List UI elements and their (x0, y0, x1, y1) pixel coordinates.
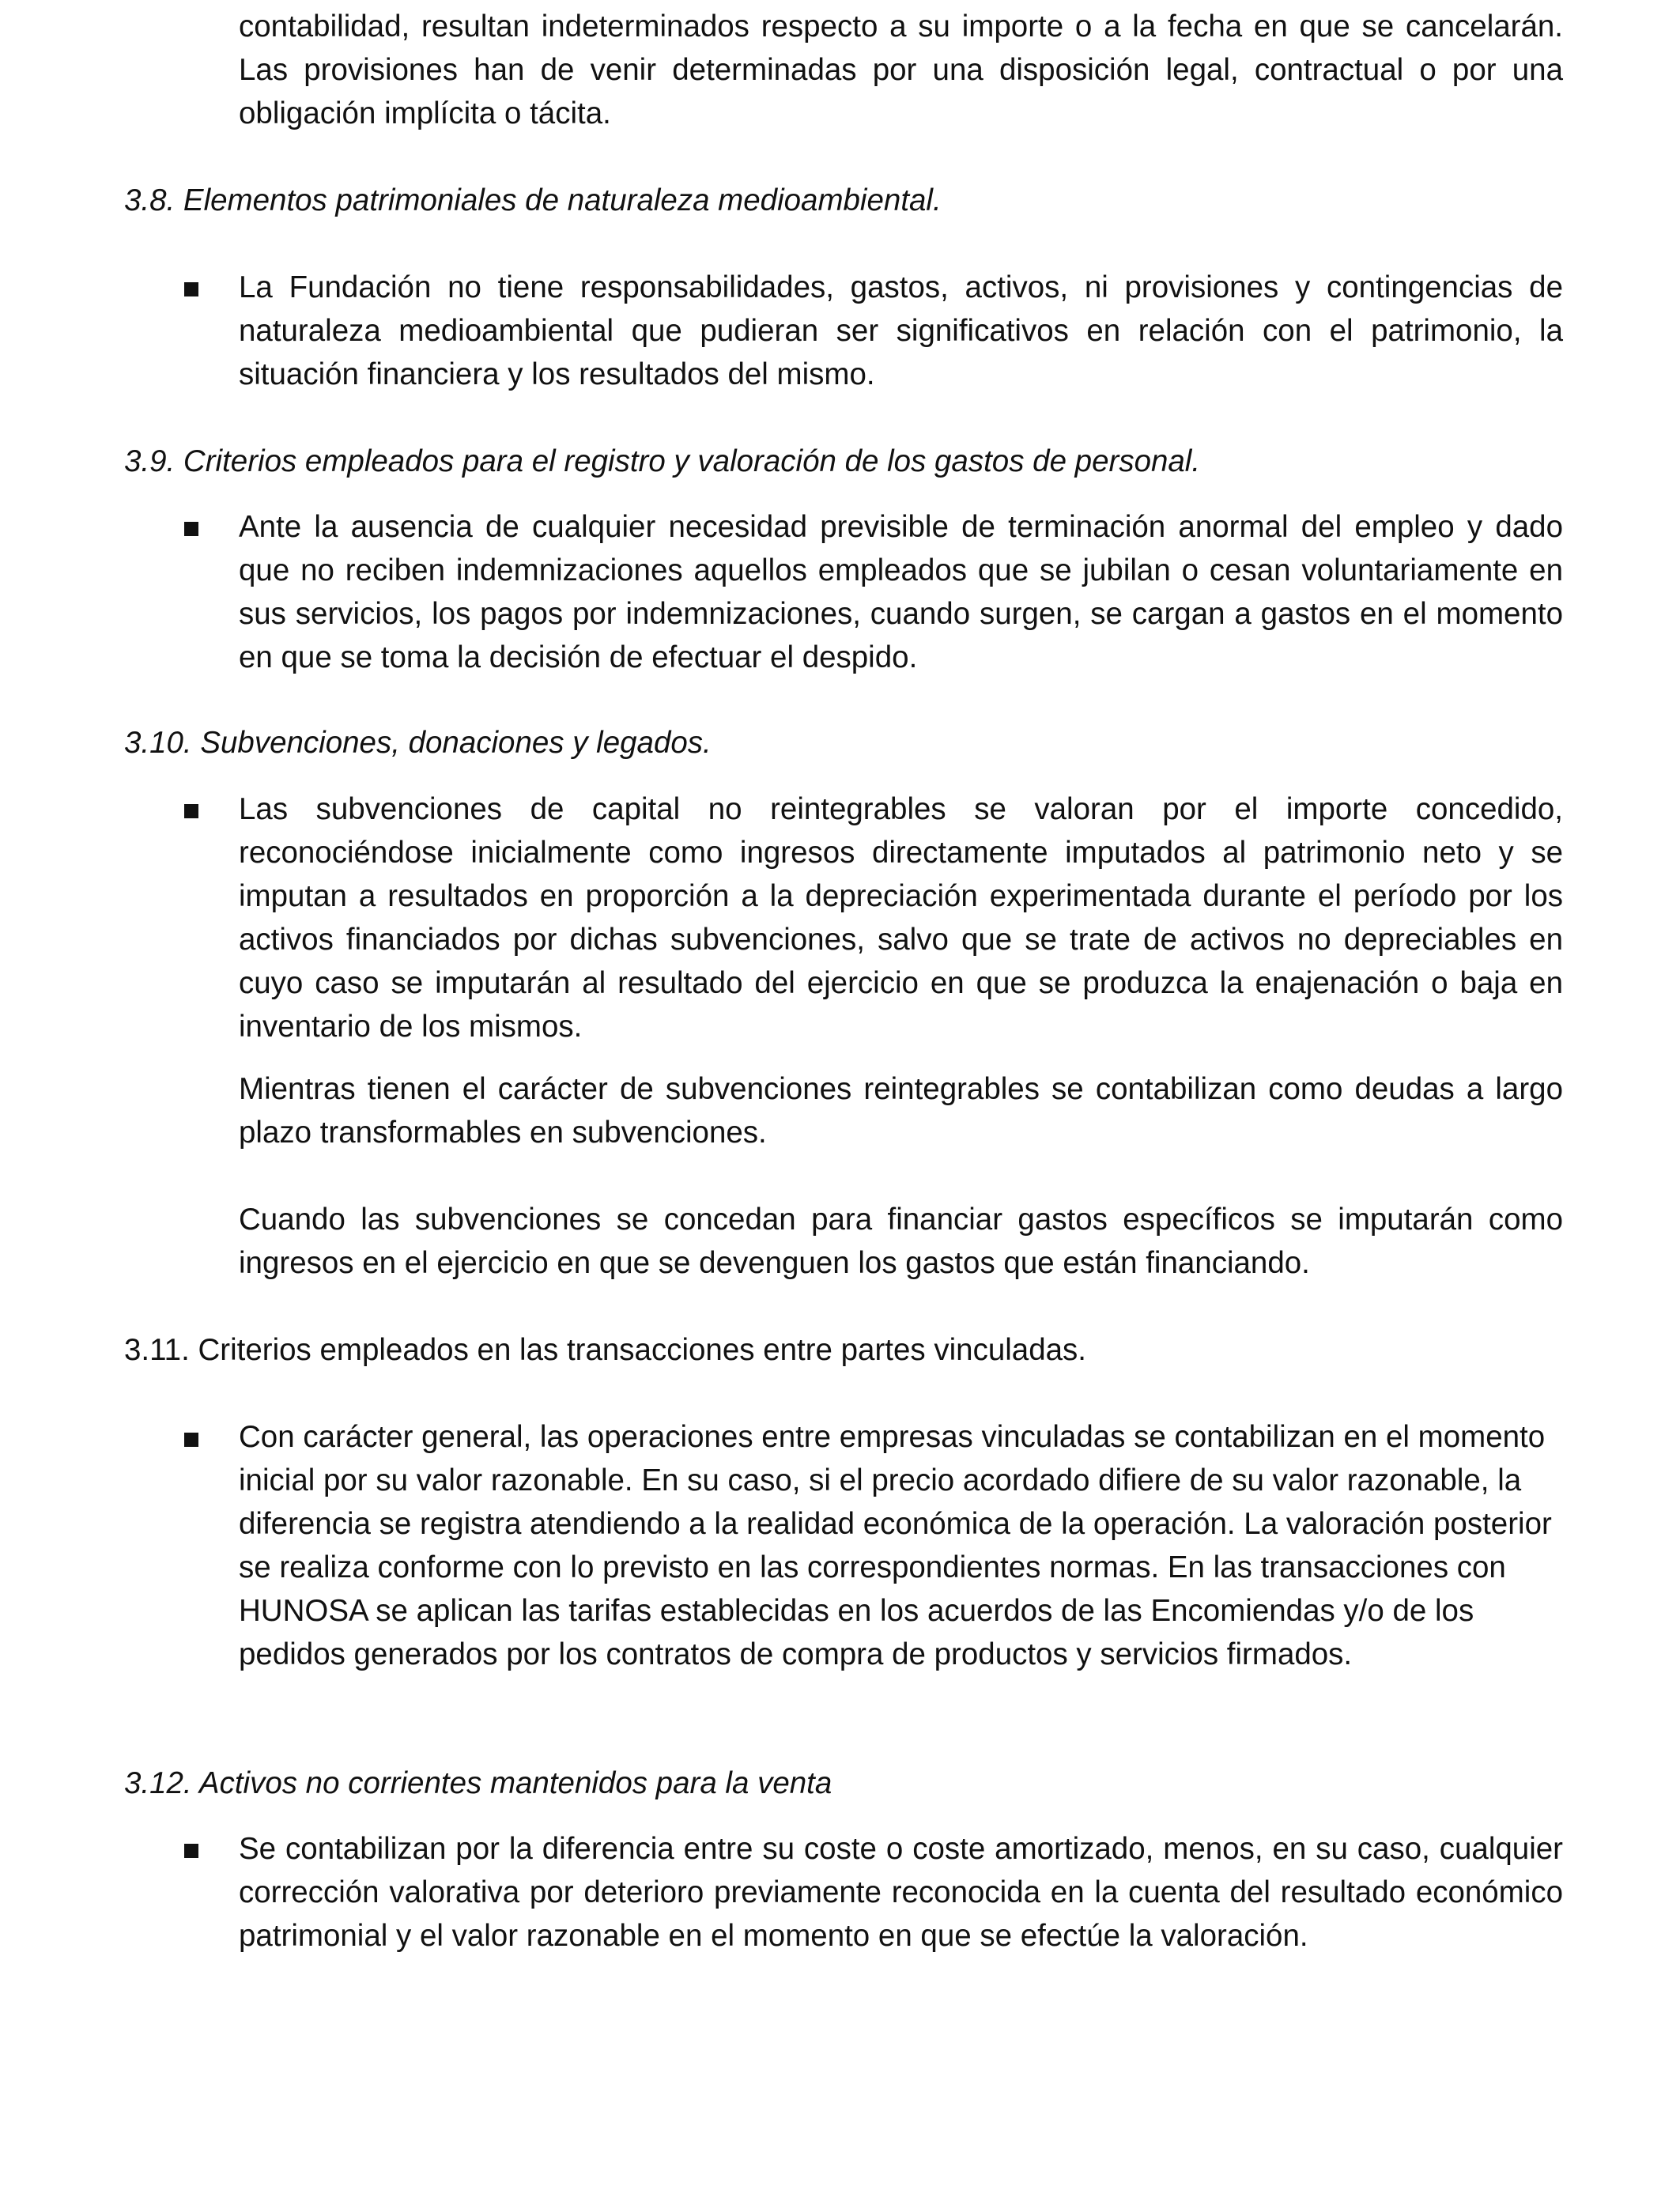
section-heading-3-8: 3.8. Elementos patrimoniales de naturaleza medioambiental. (124, 183, 942, 217)
bullet-square-icon (184, 1844, 198, 1858)
bullet-square-icon (184, 804, 198, 818)
section-3-9-paragraph: Ante la ausencia de cualquier necesidad previsible de terminación anormal del empleo y dado que no reciben indemnizaciones aquellos empleados que se jubilan o cesan voluntariamente en sus servicios, los pagos por indemnizaciones, cuando surgen, se cargan a gastos en el momento en que se toma la decisión de efectuar el despido. (239, 510, 1563, 674)
section-heading-3-9: 3.9. Criterios empleados para el registro y valoración de los gastos de personal. (124, 444, 1201, 478)
bullet-square-icon (184, 1433, 198, 1447)
intro-paragraph: contabilidad, resultan indeterminados respecto a su importe o a la fecha en que se cancelarán. Las provisiones han de venir determinadas por una disposición legal, contractual o por una obligación implícita o tácita. (239, 9, 1563, 130)
section-3-10-paragraph-2: Mientras tienen el carácter de subvenciones reintegrables se contabilizan como deudas a largo plazo transformables en subvenciones. (239, 1072, 1563, 1150)
section-heading-3-10: 3.10. Subvenciones, donaciones y legados. (124, 726, 712, 760)
section-heading-3-12: 3.12. Activos no corrientes mantenidos para la venta (124, 1766, 832, 1800)
section-3-10-paragraph-3: Cuando las subvenciones se concedan para financiar gastos específicos se imputarán como ingresos en el ejercicio en que se devenguen los gastos que están financiando. (239, 1203, 1563, 1280)
section-heading-3-11: 3.11. Criterios empleados en las transacciones entre partes vinculadas. (124, 1333, 1086, 1367)
section-3-11-paragraph: Con carácter general, las operaciones entre empresas vinculadas se contabilizan en el momento inicial por su valor razonable. En su caso, si el precio acordado difiere de su valor razonable, la diferencia se registra atendiendo a la realidad económica de la operación. La valoración posterior se realiza conforme con lo previsto en las correspondientes normas. En las transacciones con HUNOSA se aplican las tarifas establecidas en los acuerdos de las Encomiendas y/o de los pedidos generados por los contratos de compra de productos y servicios firmados. (239, 1420, 1552, 1671)
bullet-square-icon (184, 282, 198, 296)
section-3-12-paragraph: Se contabilizan por la diferencia entre su coste o coste amortizado, menos, en su caso, cualquier corrección valorativa por deterioro previamente reconocida en la cuenta del resultado económico patrimonial y el valor razonable en el momento en que se efectúe la valoración. (239, 1832, 1563, 1953)
bullet-square-icon (184, 522, 198, 536)
section-3-10-paragraph-1: Las subvenciones de capital no reintegrables se valoran por el importe concedido, reconociéndose inicialmente como ingresos directamente imputados al patrimonio neto y se imputan a resultados en proporción a la depreciación experimentada durante el período por los activos financiados por dichas subvenciones, salvo que se trate de activos no depreciables en cuyo caso se imputarán al resultado del ejercicio en que se produzca la enajenación o baja en inventario de los mismos. (239, 792, 1563, 1044)
section-3-8-paragraph: La Fundación no tiene responsabilidades, gastos, activos, ni provisiones y contingencias de naturaleza medioambiental que pudieran ser significativos en relación con el patrimonio, la situación financiera y los resultados del mismo. (239, 270, 1563, 391)
